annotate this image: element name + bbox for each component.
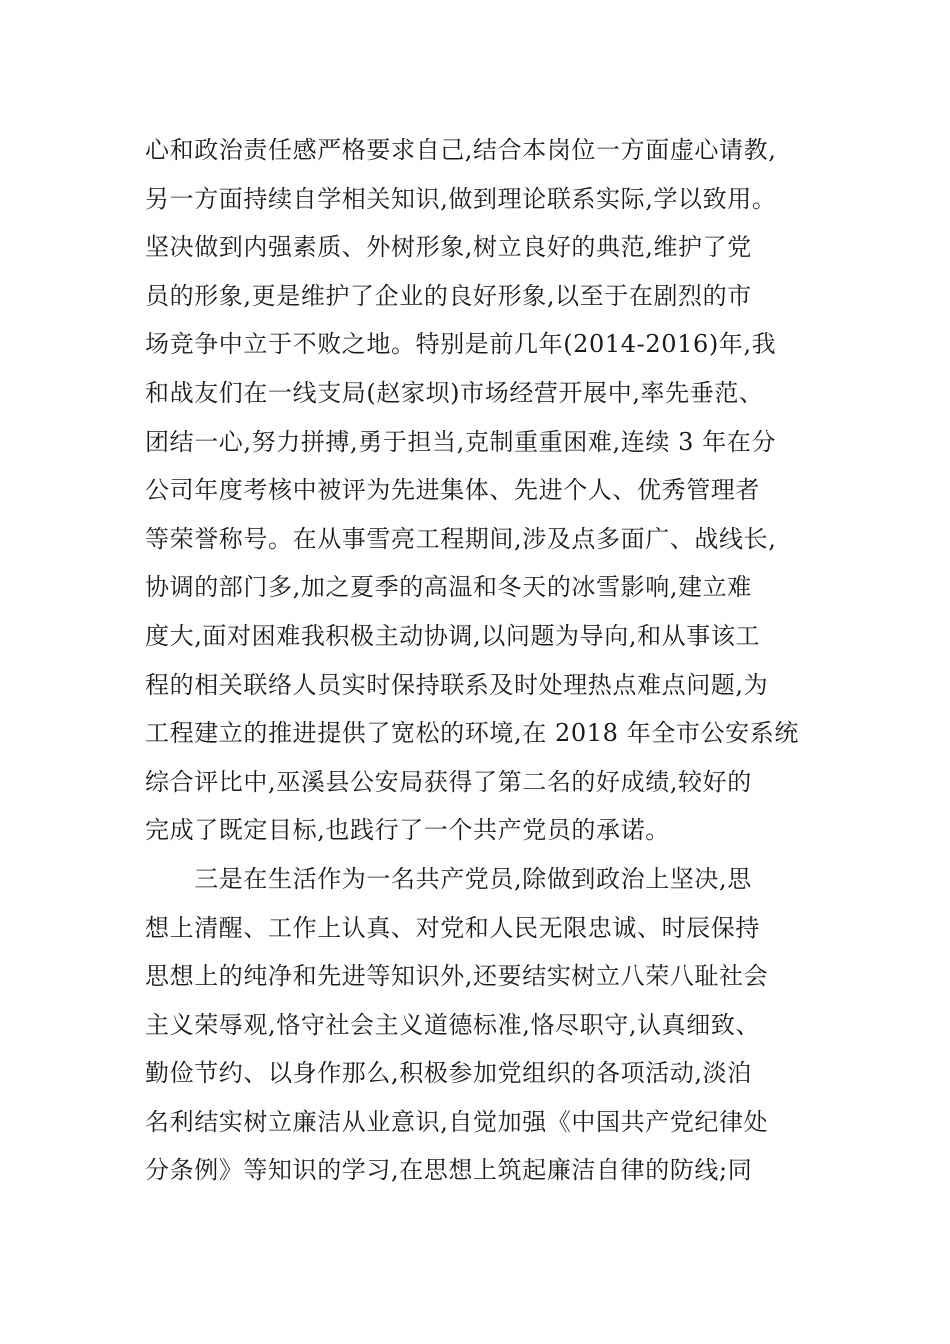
- text-line: 和战友们在一线支局(赵家坝)市场经营开展中,率先垂范、: [145, 378, 764, 407]
- body-text: [145, 126, 815, 1195]
- text-line: 另一方面持续自学相关知识,做到理论联系实际,学以致用。: [145, 184, 777, 213]
- text-line: 勤俭节约、以身作那么,积极参加党组织的各项活动,淡泊: [145, 1059, 752, 1088]
- text-line: 综合评比中,巫溪县公安局获得了第二名的好成绩,较好的: [145, 767, 752, 796]
- text-line: 团结一心,努力拼搏,勇于担当,克制重重困难,连续 3 年在分: [145, 427, 777, 456]
- text-line: 协调的部门多,加之夏季的高温和冬天的冰雪影响,建立难: [145, 573, 752, 602]
- text-line: 公司年度考核中被评为先进集体、先进个人、优秀管理者: [145, 476, 760, 505]
- text-line: 度大,面对困难我积极主动协调,以问题为导向,和从事该工: [145, 621, 761, 650]
- text-line: 心和政治责任感严格要求自己,结合本岗位一方面虚心请教,: [145, 136, 777, 164]
- text-line: 工程建立的推进提供了宽松的环境,在 2018 年全市公安系统: [145, 719, 799, 748]
- text-line: 完成了既定目标,也践行了一个共产党员的承诺。: [145, 816, 670, 845]
- text-line: 坚决做到内强素质、外树形象,树立良好的典范,维护了党: [145, 233, 752, 262]
- paragraph-start-line: 三是在生活作为一名共产党员,除做到政治上坚决,思: [145, 864, 752, 893]
- text-line: 思想上的纯净和先进等知识外,还要结实树立八荣八耻社会: [145, 962, 769, 991]
- text-line: 员的形象,更是维护了企业的良好形象,以至于在剧烈的市: [145, 281, 752, 310]
- text-line: 想上清醒、工作上认真、对党和人民无限忠诚、时辰保持: [145, 913, 760, 942]
- text-line: 名利结实树立廉洁从业意识,自觉加强《中国共产党纪律处: [145, 1107, 769, 1136]
- text-line: 主义荣辱观,恪守社会主义道德标准,恪尽职守,认真细致、: [145, 1010, 761, 1039]
- text-line: 分条例》等知识的学习,在思想上筑起廉洁自律的防线;同: [145, 1156, 753, 1185]
- text-line: 等荣誉称号。在从事雪亮工程期间,涉及点多面广、战线长,: [145, 524, 777, 553]
- text-line: 程的相关联络人员实时保持联系及时处理热点难点问题,为: [145, 670, 769, 699]
- text-line: 场竞争中立于不败之地。特别是前几年(2014-2016)年,我: [145, 330, 777, 359]
